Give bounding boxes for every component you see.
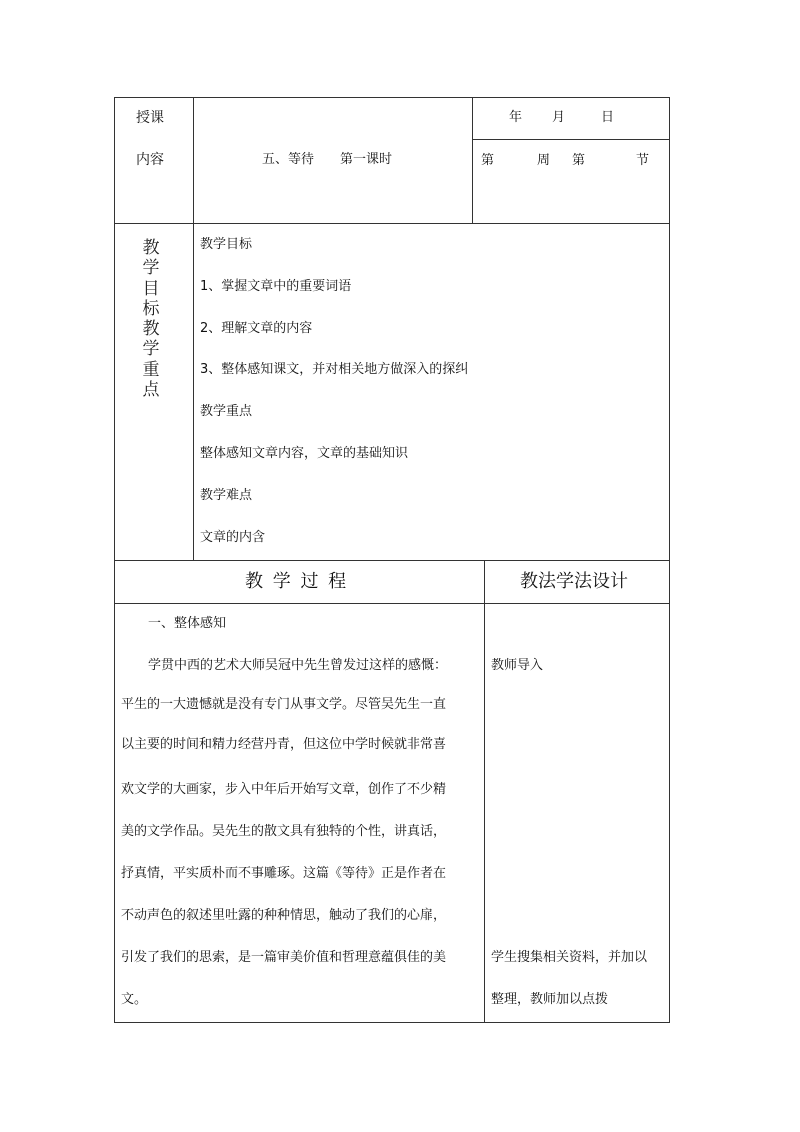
side-label-char: 教 <box>142 238 160 258</box>
course-content-label-top: 授课 <box>136 110 164 126</box>
side-label-char: 目 <box>142 278 160 299</box>
objective-item: 1、掌握文章中的重要词语 <box>200 279 352 294</box>
side-label-char: 教 <box>142 319 160 340</box>
table-left-border <box>114 97 115 1023</box>
difficulties-heading: 教学难点 <box>200 488 253 503</box>
paragraph-line: 平生的一大遗憾就是没有专门从事文学。尽管吴先生一直 <box>121 697 447 712</box>
date-row-divider <box>472 139 670 140</box>
side-label-char: 标 <box>142 298 160 319</box>
course-content-label-bottom: 内容 <box>136 152 164 168</box>
date-year: 年 <box>509 110 523 125</box>
section-suffix: 节 <box>636 153 650 168</box>
side-label-char: 学 <box>142 339 160 360</box>
week-suffix: 周 <box>537 153 551 168</box>
section-title: 一、整体感知 <box>148 616 227 631</box>
paragraph-line: 抒真情，平实质朴而不事雕琢。这篇《等待》正是作者在 <box>121 866 447 881</box>
difficulties-text: 文章的内含 <box>200 530 266 545</box>
method-note-teacher-intro: 教师导入 <box>491 658 544 673</box>
process-header-bottom-border <box>114 603 670 604</box>
paragraph-line: 欢文学的大画家，步入中年后开始写文章，创作了不少精 <box>121 782 447 797</box>
date-column-divider <box>472 97 473 224</box>
key-points-text: 整体感知文章内容，文章的基础知识 <box>200 446 409 461</box>
header-bottom-border <box>114 223 670 224</box>
method-note-research-cont: 整理，教师加以点拨 <box>491 992 609 1007</box>
method-note-research: 学生搜集相关资料，并加以 <box>491 950 648 965</box>
week-prefix: 第 <box>481 153 495 168</box>
table-right-border <box>669 97 670 1023</box>
paragraph-line: 美的文学作品。吴先生的散文具有独特的个性，讲真话， <box>121 824 447 839</box>
section-prefix: 第 <box>572 153 586 168</box>
table-top-border <box>114 97 670 98</box>
paragraph-line: 文。 <box>121 992 148 1007</box>
label-column-divider <box>193 97 194 561</box>
objectives-bottom-border <box>114 560 670 561</box>
teaching-process-header: 教 学 过 程 <box>245 571 347 592</box>
paragraph-line: 以主要的时间和精力经营丹青，但这位中学时候就非常喜 <box>121 737 447 752</box>
side-label-char: 学 <box>142 258 160 279</box>
objectives-side-label <box>140 238 162 400</box>
objective-item: 2、理解文章的内容 <box>200 321 313 336</box>
key-points-heading: 教学重点 <box>200 404 253 419</box>
side-label-char: 点 <box>142 380 160 401</box>
objective-item: 3、整体感知课文，并对相关地方做深入的探纠 <box>200 362 469 377</box>
paragraph-line: 不动声色的叙述里吐露的种种情思，触动了我们的心扉， <box>121 908 447 923</box>
side-label-char: 重 <box>142 359 160 380</box>
method-column-divider <box>484 560 485 1023</box>
date-month: 月 <box>552 110 566 125</box>
date-day: 日 <box>601 110 615 125</box>
lesson-title: 五、等待 第一课时 <box>262 152 393 167</box>
table-bottom-border <box>114 1022 670 1023</box>
method-design-header: 教法学法设计 <box>520 571 628 592</box>
objectives-heading: 教学目标 <box>200 237 253 252</box>
paragraph-line: 学贯中西的艺术大师吴冠中先生曾发过这样的感慨： <box>148 658 448 673</box>
paragraph-line: 引发了我们的思索，是一篇审美价值和哲理意蕴俱佳的美 <box>121 950 447 965</box>
